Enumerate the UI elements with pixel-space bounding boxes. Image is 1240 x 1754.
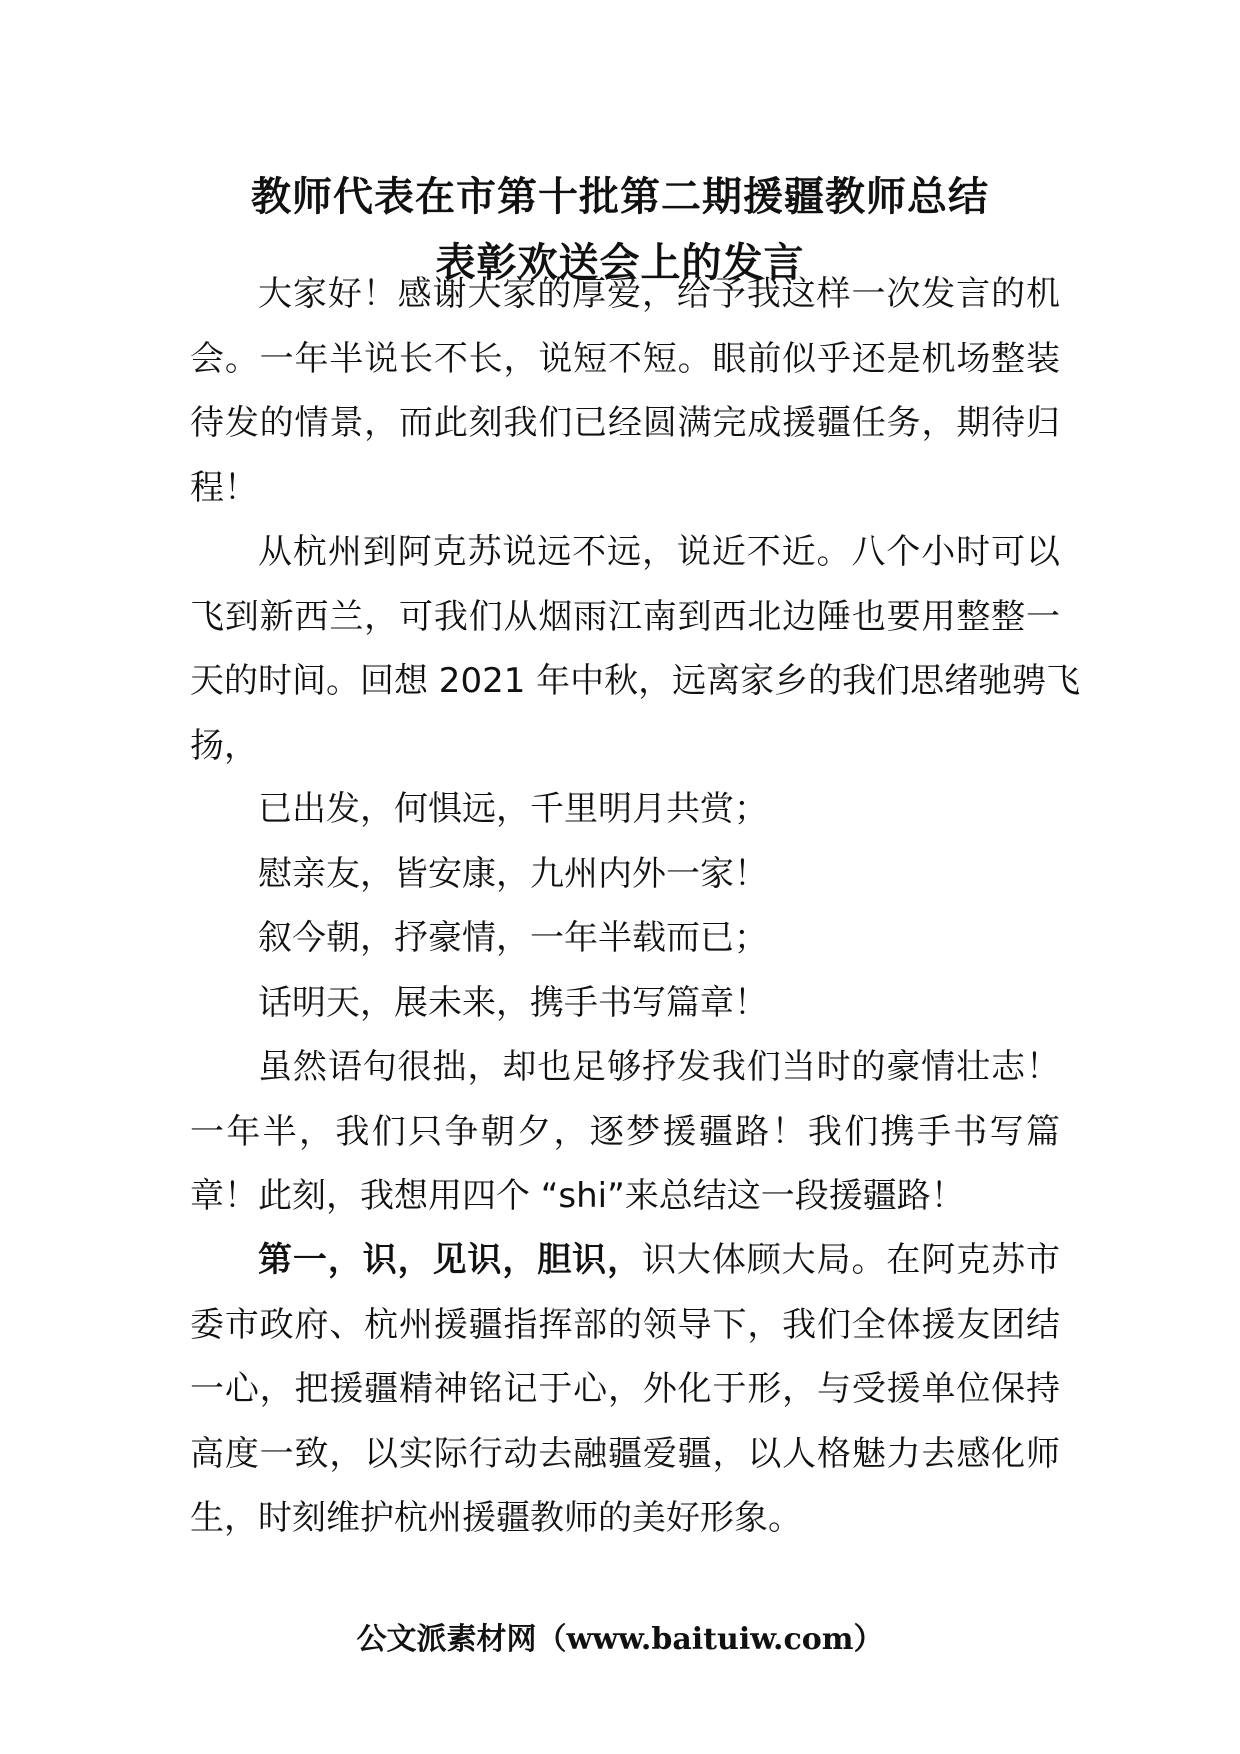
paragraph-first-point — [190, 1228, 1060, 1551]
paragraph-line: 大家好！感谢大家的厚爱，给予我这样一次发言的机 — [258, 274, 1060, 314]
paragraph-line: 扬， — [190, 725, 258, 766]
paragraph-line: 虽然语句很拙，却也足够抒发我们当时的豪情壮志！ — [258, 1047, 1060, 1087]
paragraph-greeting — [190, 262, 1060, 520]
footer-watermark: 公文派素材网（www.baituiw.com） — [356, 1622, 884, 1657]
paragraph-line: 从杭州到阿克苏说远不远，说近不近。八个小时可以 — [258, 532, 1060, 572]
poem — [190, 777, 1060, 1035]
document-title-line-1: 教师代表在市第十批第二期援疆教师总结 — [251, 174, 989, 220]
paragraph-journey — [190, 520, 1081, 778]
paragraph-line: 委市政府、杭州援疆指挥部的领导下，我们全体援友团结 — [190, 1304, 1060, 1345]
paragraph-line-rest: 识大体顾大局。在阿克苏市 — [642, 1240, 1060, 1280]
poem-line: 话明天，展未来，携手书写篇章！ — [258, 982, 768, 1023]
paragraph-line-with-lead — [190, 1228, 1060, 1293]
document-title-line-2: 表彰欢送会上的发言 — [435, 240, 805, 286]
paragraph-line: 会。一年半说长不长，说短不短。眼前似乎还是机场整装 — [190, 338, 1060, 379]
poem-line: 慰亲友，皆安康，九州内外一家！ — [258, 853, 768, 894]
poem-line: 已出发，何惧远，千里明月共赏； — [258, 789, 768, 829]
paragraph-line: 天的时间。回想 2021 年中秋，远离家乡的我们思绪驰骋飞 — [190, 661, 1081, 701]
paragraph-line: 飞到新西兰，可我们从烟雨江南到西北边陲也要用整整一 — [190, 596, 1060, 637]
point-heading: 第一，识，见识，胆识， — [258, 1240, 642, 1280]
paragraph-line: 程！ — [190, 467, 258, 508]
paragraph-line: 高度一致，以实际行动去融疆爱疆，以人格魅力去感化师 — [190, 1433, 1060, 1474]
paragraph-reflection — [190, 1035, 1060, 1229]
poem-line: 叙今朝，抒豪情，一年半载而已； — [258, 918, 768, 958]
paragraph-line: 章！此刻，我想用四个 “shi”来总结这一段援疆路！ — [190, 1176, 965, 1216]
paragraph-line: 一年半，我们只争朝夕，逐梦援疆路！我们携手书写篇 — [190, 1111, 1060, 1152]
paragraph-line: 生，时刻维护杭州援疆教师的美好形象。 — [190, 1498, 802, 1538]
paragraph-line: 一心，把援疆精神铭记于心，外化于形，与受援单位保持 — [190, 1369, 1060, 1409]
paragraph-line: 待发的情景，而此刻我们已经圆满完成援疆任务，期待归 — [190, 403, 1060, 443]
